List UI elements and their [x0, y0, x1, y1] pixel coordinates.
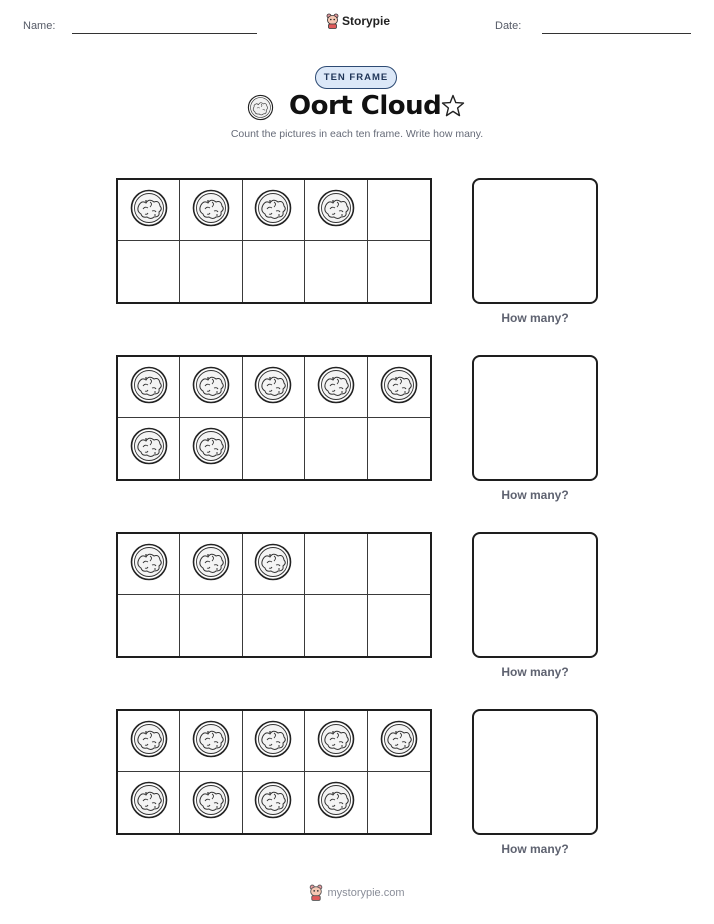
date-label: Date:: [495, 20, 522, 32]
comet-ball-icon: [380, 720, 418, 763]
ten-frame-cell: [180, 711, 242, 772]
ten-frame-cell: [180, 534, 242, 595]
comet-ball-icon: [192, 720, 230, 763]
name-label: Name:: [23, 20, 56, 32]
ten-frame-cell: [243, 534, 305, 595]
name-line[interactable]: [72, 33, 257, 34]
storypie-mascot-icon: [309, 884, 323, 901]
answer-box[interactable]: [472, 355, 598, 481]
comet-ball-icon: [254, 366, 292, 409]
comet-ball-icon: [130, 781, 168, 824]
ten-frame-row: [0, 178, 714, 325]
comet-ball-icon: [130, 366, 168, 409]
how-many-label: How many?: [501, 311, 569, 325]
ten-frame-cell: [305, 772, 367, 833]
ten-frame-cell: [118, 357, 180, 418]
ten-frame-row: [0, 355, 714, 502]
brand-name: Storypie: [342, 14, 391, 28]
ten-frame-cell: [180, 241, 242, 302]
ten-frame-cell: [243, 595, 305, 656]
ten-frame-cell: [118, 418, 180, 479]
comet-ball-icon: [192, 427, 230, 470]
comet-ball-icon: [192, 189, 230, 232]
comet-ball-icon: [254, 781, 292, 824]
ten-frame-cell: [368, 418, 430, 479]
ten-frame-cell: [305, 180, 367, 241]
ten-frame-cell: [368, 534, 430, 595]
ten-frame-cell: [305, 534, 367, 595]
comet-ball-icon: [317, 366, 355, 409]
comet-ball-icon: [130, 543, 168, 586]
comet-ball-icon: [192, 543, 230, 586]
ten-frame-cell: [305, 711, 367, 772]
ten-frame-cell: [243, 418, 305, 479]
instructions: Count the pictures in each ten frame. Write how many.: [230, 128, 484, 140]
ten-frame-cell: [243, 180, 305, 241]
page-title: Oort Cloud: [289, 91, 442, 121]
comet-ball-icon: [317, 720, 355, 763]
comet-ball-icon: [254, 543, 292, 586]
ten-frame-cell: [368, 357, 430, 418]
ten-frame-cell: [180, 357, 242, 418]
ten-frame-cell: [180, 418, 242, 479]
ten-frame-row: [0, 709, 714, 856]
comet-ball-icon: [380, 366, 418, 409]
comet-ball-icon: [317, 781, 355, 824]
ten-frame-cell: [305, 418, 367, 479]
answer-box[interactable]: [472, 178, 598, 304]
ten-frame-cell: [180, 180, 242, 241]
ten-frame-cell: [243, 711, 305, 772]
comet-ball-icon: [254, 720, 292, 763]
ten-frame-cell: [243, 357, 305, 418]
ten-frame-cell: [118, 180, 180, 241]
date-line[interactable]: [542, 33, 691, 34]
ten-frame-cell: [305, 595, 367, 656]
answer-box[interactable]: [472, 532, 598, 658]
ten-frame-cell: [118, 241, 180, 302]
comet-ball-icon: [192, 781, 230, 824]
ten-frame: [116, 709, 432, 835]
comet-ball-icon: [247, 94, 274, 121]
how-many-label: How many?: [501, 842, 569, 856]
comet-ball-icon: [130, 427, 168, 470]
ten-frame-cell: [118, 595, 180, 656]
ten-frame-cell: [368, 772, 430, 833]
footer-site: mystorypie.com: [327, 886, 405, 899]
comet-ball-icon: [254, 189, 292, 232]
comet-ball-icon: [130, 189, 168, 232]
ten-frame-row: [0, 532, 714, 679]
ten-frame-cell: [368, 711, 430, 772]
ten-frame: [116, 355, 432, 481]
ten-frame-cell: [180, 595, 242, 656]
ten-frame-cell: [118, 772, 180, 833]
ten-frame-badge: TEN FRAME: [315, 66, 397, 89]
ten-frame-cell: [118, 534, 180, 595]
ten-frame-cell: [180, 772, 242, 833]
comet-ball-icon: [130, 720, 168, 763]
ten-frame-cell: [243, 772, 305, 833]
ten-frame-cell: [305, 241, 367, 302]
comet-ball-icon: [192, 366, 230, 409]
ten-frame-cell: [305, 357, 367, 418]
footer: [0, 884, 714, 901]
comet-ball-icon: [317, 189, 355, 232]
ten-frame-cell: [368, 180, 430, 241]
brand-logo: [326, 13, 390, 29]
ten-frame-cell: [368, 241, 430, 302]
ten-frame-cell: [368, 595, 430, 656]
ten-frame: [116, 178, 432, 304]
ten-frame-cell: [243, 241, 305, 302]
star-outline-icon: [441, 94, 465, 118]
how-many-label: How many?: [501, 665, 569, 679]
answer-box[interactable]: [472, 709, 598, 835]
how-many-label: How many?: [501, 488, 569, 502]
ten-frame-cell: [118, 711, 180, 772]
storypie-mascot-icon: [326, 13, 339, 29]
ten-frame: [116, 532, 432, 658]
